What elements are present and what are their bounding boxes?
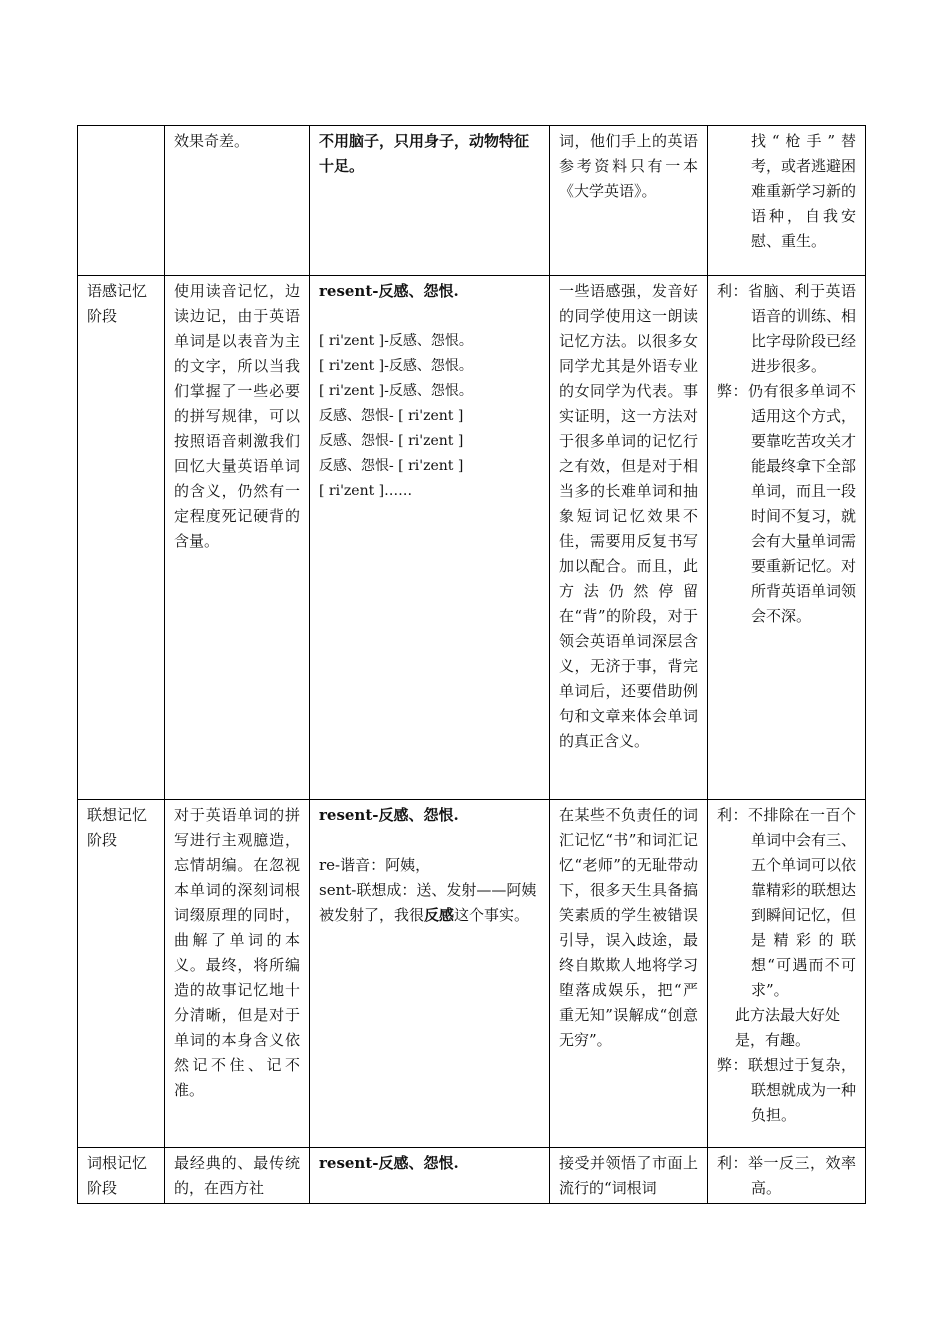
example-emphasis: 反感 [424,906,455,924]
stage-cell: 联想记忆阶段 [78,800,165,1148]
pros-cons-continuation: 找“枪手”替考，或者逃避困难重新学习新的语种，自我安慰、重生。 [751,132,857,250]
method-cell: 最经典的、最传统的，在西方社 [165,1148,310,1204]
pros-text: 举一反三，效率高。 [748,1154,856,1197]
method-cell: 效果奇差。 [165,126,310,276]
example-line: [ ri'zent ]…… [319,483,413,499]
example-line [319,878,540,928]
example-line: 反感、怨恨- [ ri'zent ] [319,433,464,449]
table-row [78,1148,866,1204]
example-line: 反感、怨恨- [ ri'zent ] [319,458,464,474]
example-headword: resent-反感、怨恨. [319,806,459,824]
pros-entry [717,1151,856,1201]
example-line: [ ri'zent ]-反感、怨恨。 [319,333,473,349]
pros-extra: 此方法最大好处是，有趣。 [735,1006,841,1049]
example-cell [310,800,550,1148]
cons-label: 弊： [717,382,748,400]
pros-text: 省脑、利于英语语音的训练、相比字母阶段已经进步很多。 [748,282,857,375]
group-cell: 一些语感强，发音好的同学使用这一朗读记忆方法。以很多女同学尤其是外语专业的女同学为代表。事实证明，这一方法对于很多单词的记忆行之有效，但是对于相当多的长难单词和抽象短词记忆效果不佳，需要用反复书写加以配合。而且，此方法仍然停留在“背”的阶段，对于领会英语单词深层含义，无济于事，背完单词后，还要借助例句和文章来体会单词的真正含义。 [550,276,708,800]
example-headword: resent-反感、怨恨. [310,1148,550,1204]
pros-entry [717,279,856,379]
method-cell: 使用读音记忆，边读边记，由于英语单词是以表音为主的文字，所以当我们掌握了一些必要的拼写规律，可以按照语音刺激我们回忆大量英语单词的含义，仍然有一定程度死记硬背的含量。 [165,276,310,800]
cons-text: 联想过于复杂，联想就成为一种负担。 [748,1056,857,1124]
cons-entry [717,1053,856,1128]
pros-cons-cell [708,800,866,1148]
example-headword: resent-反感、怨恨. [319,282,459,300]
table-row [78,800,866,1148]
group-cell: 在某些不负责任的词汇记忆“书”和词汇记忆“老师”的无耻带动下，很多天生具备搞笑素质的学生被错误引导，误入歧途，最终自欺欺人地将学习堕落成娱乐，把“严重无知”误解成“创意无穷”。 [550,800,708,1148]
example-line: [ ri'zent ]-反感、怨恨。 [319,358,473,374]
cons-label: 弊： [717,1056,748,1074]
example-cell [310,276,550,800]
example-line: re-谐音：阿姨， [319,856,431,874]
stage-cell [78,126,165,276]
pros-cons-cell [708,1148,866,1204]
method-cell: 对于英语单词的拼写进行主观臆造，忘情胡编。在忽视本单词的深刻词根词缀原理的同时，曲解了单词的本义。最终，将所编造的故事记忆地十分清晰，但是对于单词的本身含义依然记不住、记不准。 [165,800,310,1148]
stage-cell: 词根记忆阶段 [78,1148,165,1204]
table-row [78,276,866,800]
cons-text: 仍有很多单词不适用这个方式，要靠吃苦攻关才能最终拿下全部单词，而且一段时间不复习，就会有大量单词需要重新记忆。对所背英语单词领会不深。 [748,382,857,625]
group-cell: 词，他们手上的英语参考资料只有一本《大学英语》。 [550,126,708,276]
example-text: sent-联想成：送、发射——阿姨被发射了，我很 [319,881,537,924]
cons-entry [717,379,856,629]
pros-cons-cell [708,126,866,276]
memory-stages-table [77,125,866,1204]
table-row [78,126,866,276]
example-line: 反感、怨恨- [ ri'zent ] [319,408,464,424]
pros-label: 利： [717,282,748,300]
pros-entry [717,803,856,1003]
pros-text: 不排除在一百个单词中会有三、五个单词可以依靠精彩的联想达到瞬间记忆，但是精彩的联想“可遇而不可求”。 [748,806,857,999]
example-cell: 不用脑子，只用身子，动物特征十足。 [310,126,550,276]
pros-cons-cell [708,276,866,800]
example-text-end: 这个事实。 [454,906,530,924]
group-cell: 接受并领悟了市面上流行的“词根词 [550,1148,708,1204]
example-line: [ ri'zent ]-反感、怨恨。 [319,383,473,399]
stage-cell: 语感记忆阶段 [78,276,165,800]
pros-label: 利： [717,806,748,824]
pros-label: 利： [717,1154,748,1172]
